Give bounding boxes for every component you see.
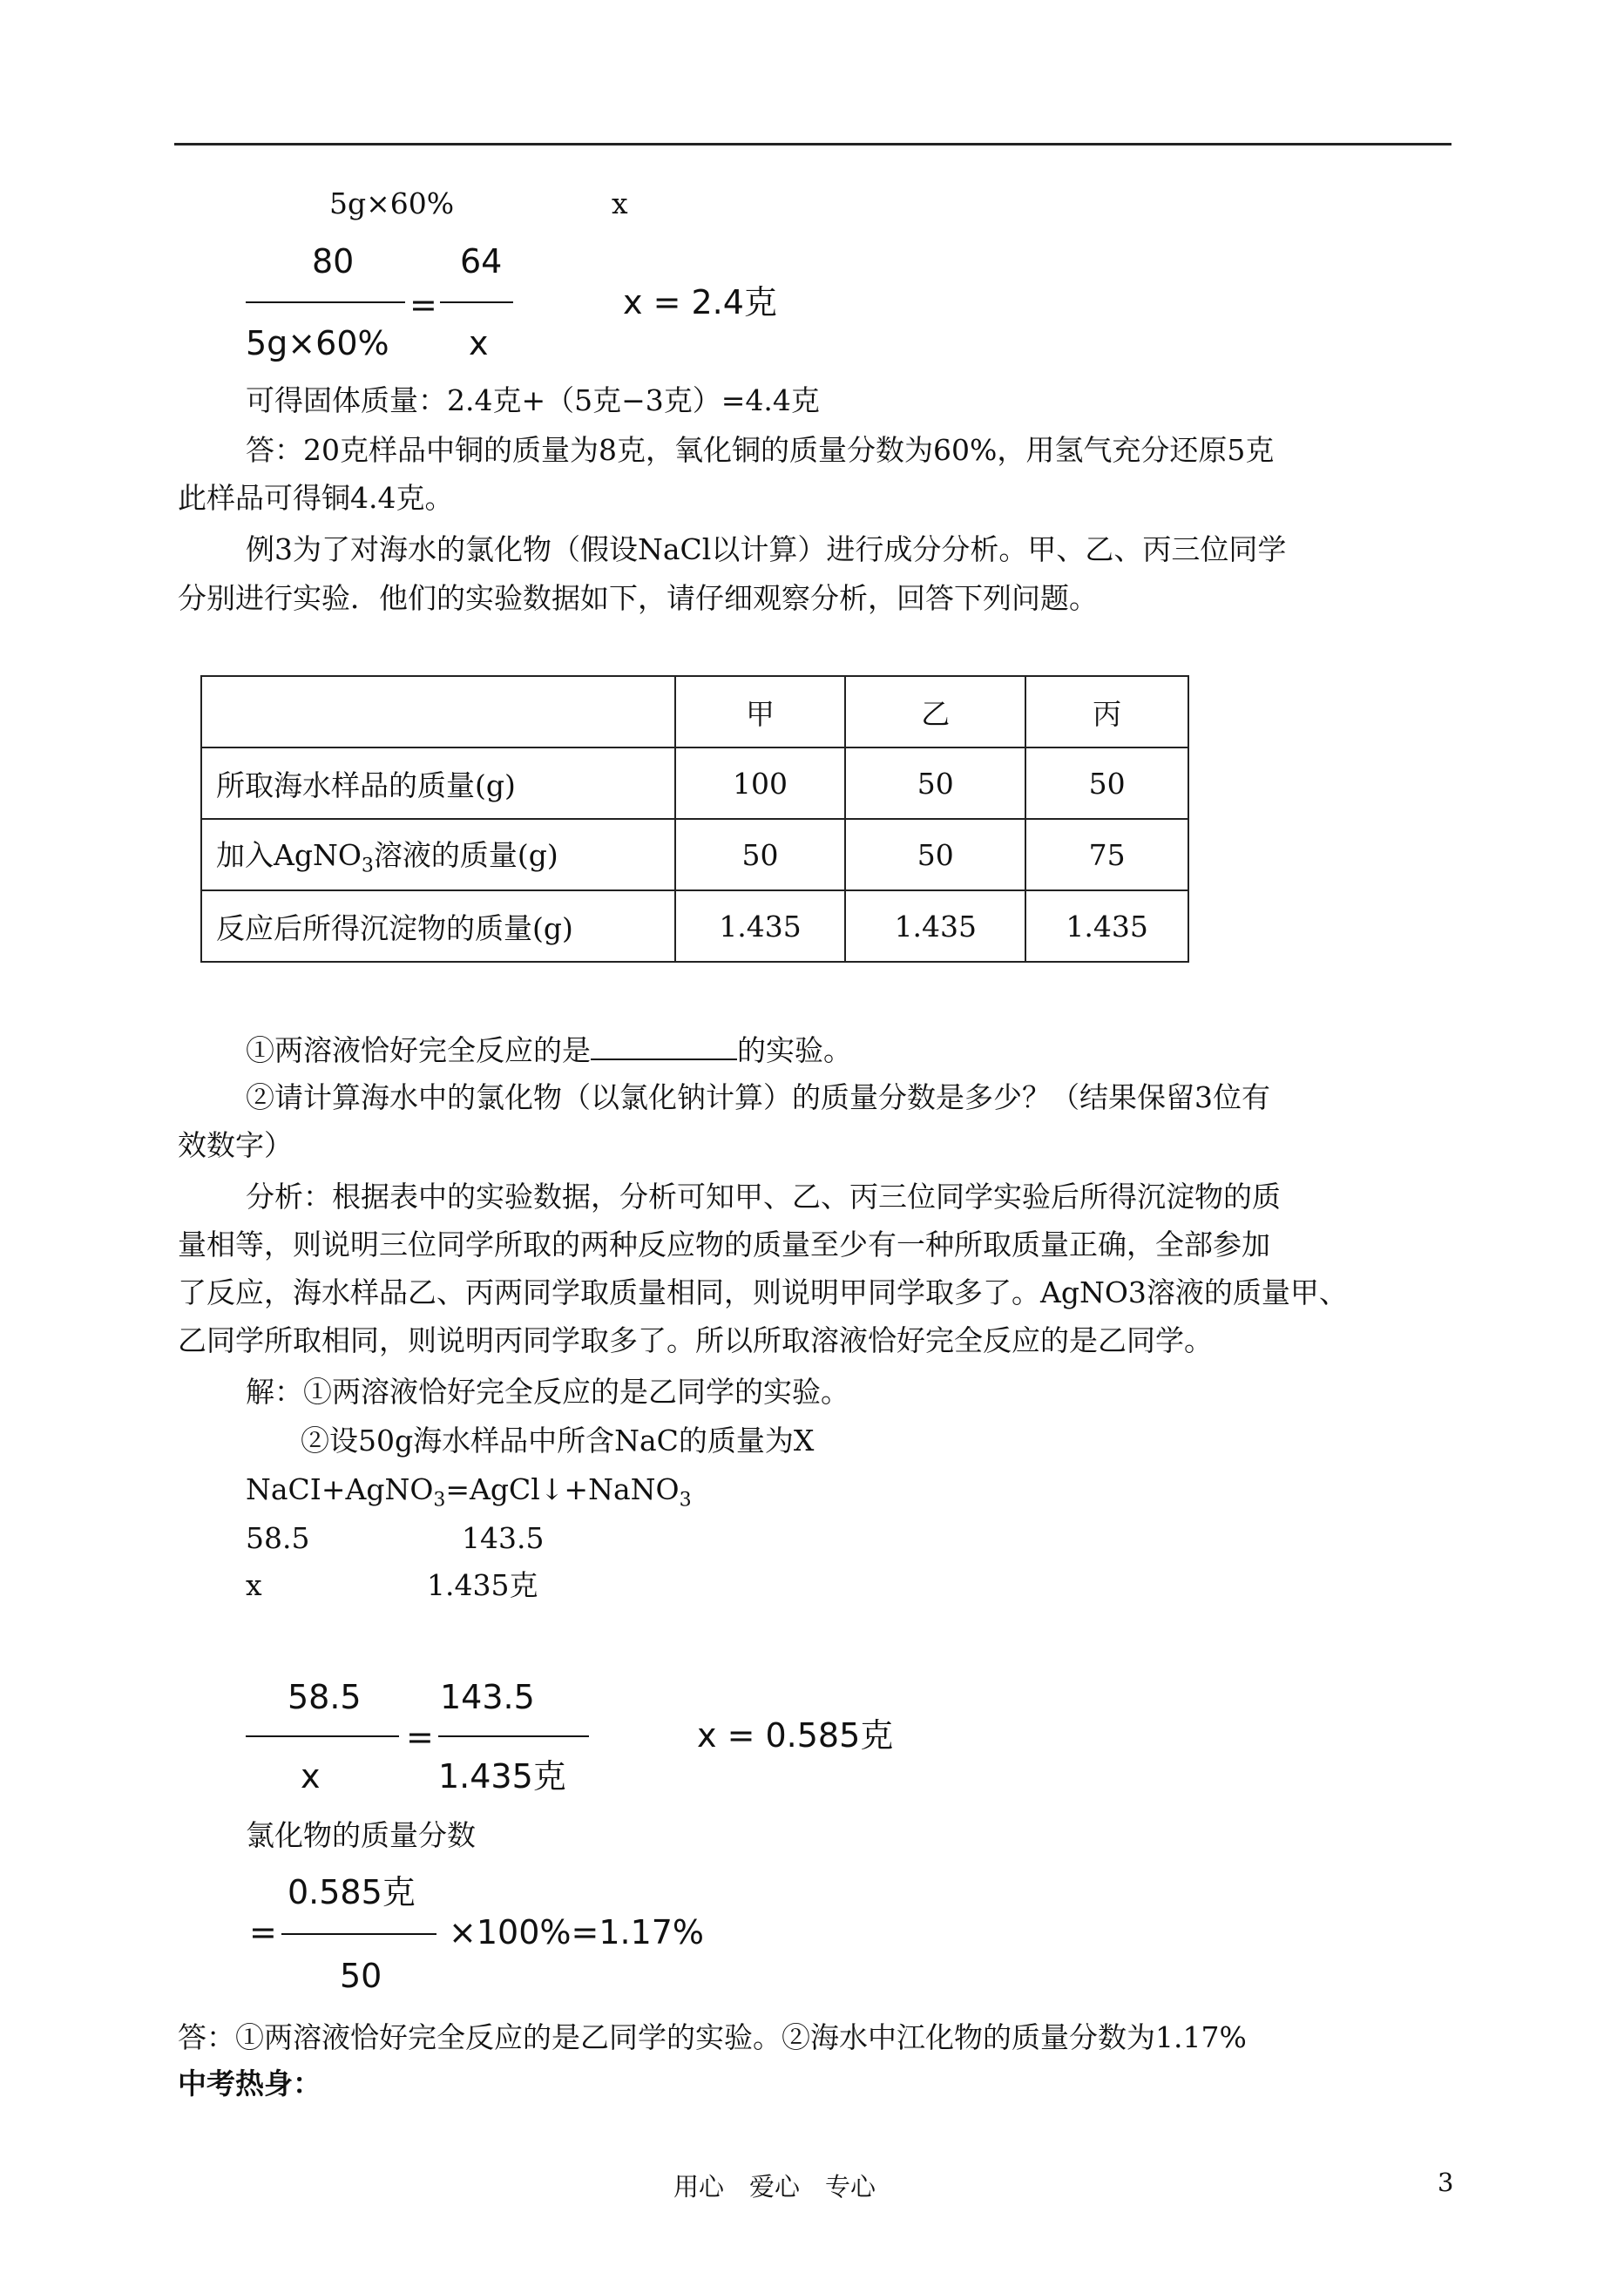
table-header-cell: 甲 (675, 676, 846, 747)
row-label-subscript: 3 (361, 855, 374, 877)
ratio-mass: 1.435克 (427, 1568, 538, 1602)
solution-line1: 解：①两溶液恰好完全反应的是乙同学的实验。 (246, 1375, 849, 1409)
solid-mass-line: 可得固体质量：2.4克+（5克−3克）=4.4克 (246, 383, 820, 417)
fraction-label-right: x (612, 186, 628, 220)
analysis-line2: 量相等，则说明三位同学所取的两种反应物的质量至少有一种所取质量正确，全部参加 (178, 1228, 1270, 1261)
final-answer: 答：①两溶液恰好完全反应的是乙同学的实验。②海水中江化物的质量分数为1.17% (178, 2020, 1247, 2054)
page-number: 3 (1438, 2168, 1454, 2197)
eq1-numerator-1: 80 (312, 242, 355, 281)
reaction-pre: NaCI+AgNO (246, 1472, 434, 1506)
eq2-numerator-2: 143.5 (440, 1678, 535, 1716)
row-label: 反应后所得沉淀物的质量(g) (201, 890, 675, 962)
table-cell: 50 (845, 747, 1025, 819)
analysis-line3: 了反应，海水样品乙、丙两同学取质量相同，则说明甲同学取多了。AgNO3溶液的质量甲、 (178, 1275, 1348, 1309)
eq2-equals: = (406, 1718, 434, 1756)
solution-line2: ②设50g海水样品中所含NaC的质量为X (301, 1424, 815, 1458)
example3-line2: 分别进行实验．他们的实验数据如下，请仔细观察分析，回答下列问题。 (178, 581, 1098, 615)
example3-line1: 例3为了对海水的氯化物（假设NaCl以计算）进行成分分析。甲、乙、丙三位同学 (246, 532, 1287, 566)
eq1-numerator-2: 64 (460, 242, 503, 281)
reaction-subscript-1: 3 (433, 1489, 446, 1512)
eq3-fraction-bar (281, 1933, 436, 1935)
question-2-line2: 效数字） (178, 1128, 293, 1162)
eq3-numerator: 0.585克 (288, 1873, 416, 1911)
answer-ex2-line2: 此样品可得铜4.4克。 (178, 481, 454, 515)
answer-ex2-line1: 答：20克样品中铜的质量为8克，氧化铜的质量分数为60%，用氢气充分还原5克 (246, 433, 1275, 467)
ratio-molar-b: 143.5 (462, 1521, 545, 1555)
reaction-mid: =AgCl↓+NaNO (445, 1472, 680, 1506)
table-header-cell: 乙 (845, 676, 1025, 747)
table-cell: 1.435 (675, 890, 846, 962)
header-rule (174, 143, 1451, 145)
eq1-equals: = (409, 286, 437, 324)
eq2-fraction-bar-1 (246, 1735, 399, 1737)
eq2-fraction-bar-2 (438, 1735, 589, 1737)
table-row (201, 819, 1188, 890)
eq1-fraction-bar-1 (246, 301, 405, 303)
question-1 (246, 1032, 852, 1068)
ratio-molar-a: 58.5 (246, 1521, 310, 1555)
question-1-tail: 的实验。 (737, 1033, 852, 1067)
mass-fraction-label: 氯化物的质量分数 (246, 1818, 476, 1852)
analysis-line1: 分析：根据表中的实验数据，分析可知甲、乙、丙三位同学实验后所得沉淀物的质 (246, 1180, 1281, 1214)
table-row (201, 890, 1188, 962)
table-cell: 1.435 (845, 890, 1025, 962)
row-label-post: 溶液的质量(g) (373, 837, 558, 872)
question-2-line1: ②请计算海水中的氯化物（以氯化钠计算）的质量分数是多少？（结果保留3位有 (246, 1080, 1270, 1114)
table-row (201, 747, 1188, 819)
row-label: 所取海水样品的质量(g) (201, 747, 675, 819)
answer-blank (591, 1032, 737, 1060)
reaction-equation (246, 1472, 692, 1519)
eq1-denominator-2: x (469, 324, 489, 362)
question-1-text: ①两溶液恰好完全反应的是 (246, 1033, 591, 1067)
analysis-line4: 乙同学所取相同，则说明丙同学取多了。所以所取溶液恰好完全反应的是乙同学。 (178, 1323, 1213, 1357)
table-header-row (201, 676, 1188, 747)
row-label (201, 819, 675, 890)
table-cell: 50 (675, 819, 846, 890)
table-header-cell: 丙 (1025, 676, 1188, 747)
eq3-tail: ×100%=1.17% (449, 1913, 705, 1951)
table-cell: 75 (1025, 819, 1188, 890)
fraction-label-left: 5g×60% (329, 186, 455, 220)
eq3-denominator: 50 (340, 1957, 382, 1995)
section-heading: 中考热身： (178, 2066, 321, 2100)
footer-motto: 用心 爱心 专心 (673, 2172, 876, 2202)
eq2-numerator-1: 58.5 (288, 1678, 362, 1716)
table-header-cell (201, 676, 675, 747)
table-cell: 1.435 (1025, 890, 1188, 962)
experiment-data-table (200, 675, 1189, 963)
eq2-denominator-2: 1.435克 (438, 1757, 566, 1796)
eq1-result: x = 2.4克 (623, 283, 777, 321)
eq3-equals: = (249, 1913, 277, 1951)
eq1-fraction-bar-2 (440, 301, 513, 303)
eq2-denominator-1: x (301, 1757, 321, 1796)
reaction-subscript-2: 3 (679, 1489, 692, 1512)
table-cell: 100 (675, 747, 846, 819)
ratio-x: x (246, 1568, 262, 1602)
eq2-result: x = 0.585克 (697, 1716, 894, 1755)
table-cell: 50 (845, 819, 1025, 890)
table-cell: 50 (1025, 747, 1188, 819)
eq1-denominator-1: 5g×60% (246, 324, 389, 362)
row-label-pre: 加入AgNO (216, 837, 362, 872)
